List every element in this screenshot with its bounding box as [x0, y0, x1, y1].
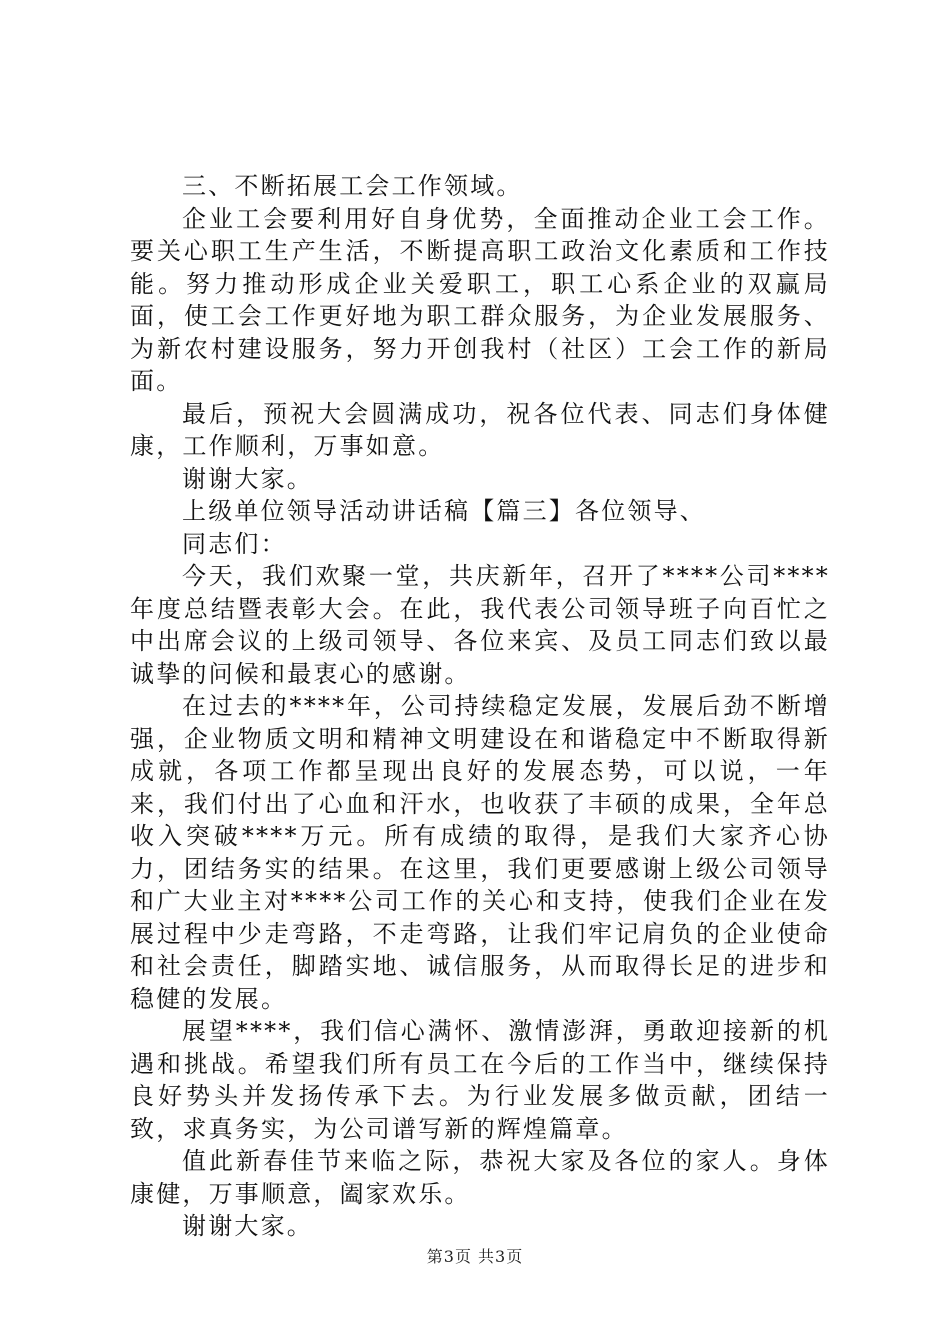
page-number-footer: 第3页 共3页: [426, 1247, 524, 1266]
paragraph: 在过去的****年，公司持续稳定发展，发展后劲不断增强，企业物质文明和精神文明建设在和谐稳定中不断取得新成就，各项工作都呈现出良好的发展态势，可以说，一年来，我们付出了心血和汗水，也收获了丰硕的成果，全年总收入突破****万元。所有成绩的取得，是我们大家齐心协力，团结务实的结果。在这里，我们更要感谢上级公司领导和广大业主对****公司工作的关心和支持，使我们企业在发展过程中少走弯路，不走弯路，让我们牢记肩负的企业使命和社会责任，脚踏实地、诚信服务，从而取得长足的进步和稳健的发展。: [130, 692, 830, 1013]
section-heading: 三、不断拓展工会工作领域。: [182, 172, 523, 200]
paragraph: 企业工会要利用好自身优势，全面推动企业工会工作。要关心职工生产生活，不断提高职工政治文化素质和工作技能。努力推动形成企业关爱职工，职工心系企业的双赢局面，使工会工作更好地为职工群众服务，为企业发展服务、为新农村建设服务，努力开创我村（社区）工会工作的新局面。: [130, 204, 830, 395]
section-title: 上级单位领导活动讲话稿【篇三】各位领导、: [182, 497, 706, 525]
document-body: [130, 170, 830, 1243]
paragraph: 展望****，我们信心满怀、激情澎湃，勇敢迎接新的机遇和挑战。希望我们所有员工在今后的工作当中，继续保持良好势头并发扬传承下去。为行业发展多做贡献，团结一致，求真务实，为公司谱写新的辉煌篇章。: [130, 1017, 830, 1143]
paragraph: 最后，预祝大会圆满成功，祝各位代表、同志们身体健康，工作顺利，万事如意。: [130, 399, 830, 460]
paragraph: 值此新春佳节来临之际，恭祝大家及各位的家人。身体康健，万事顺意，阖家欢乐。: [130, 1147, 830, 1208]
closing: 谢谢大家。: [182, 1212, 313, 1240]
salutation: 同志们：: [182, 529, 287, 558]
paragraph: 今天，我们欢聚一堂，共庆新年，召开了****公司****年度总结暨表彰大会。在此，我代表公司领导班子向百忙之中出席会议的上级司领导、各位来宾、及员工同志们致以最诚挚的问候和最衷心的感谢。: [130, 562, 830, 688]
paragraph: 谢谢大家。: [182, 464, 313, 493]
